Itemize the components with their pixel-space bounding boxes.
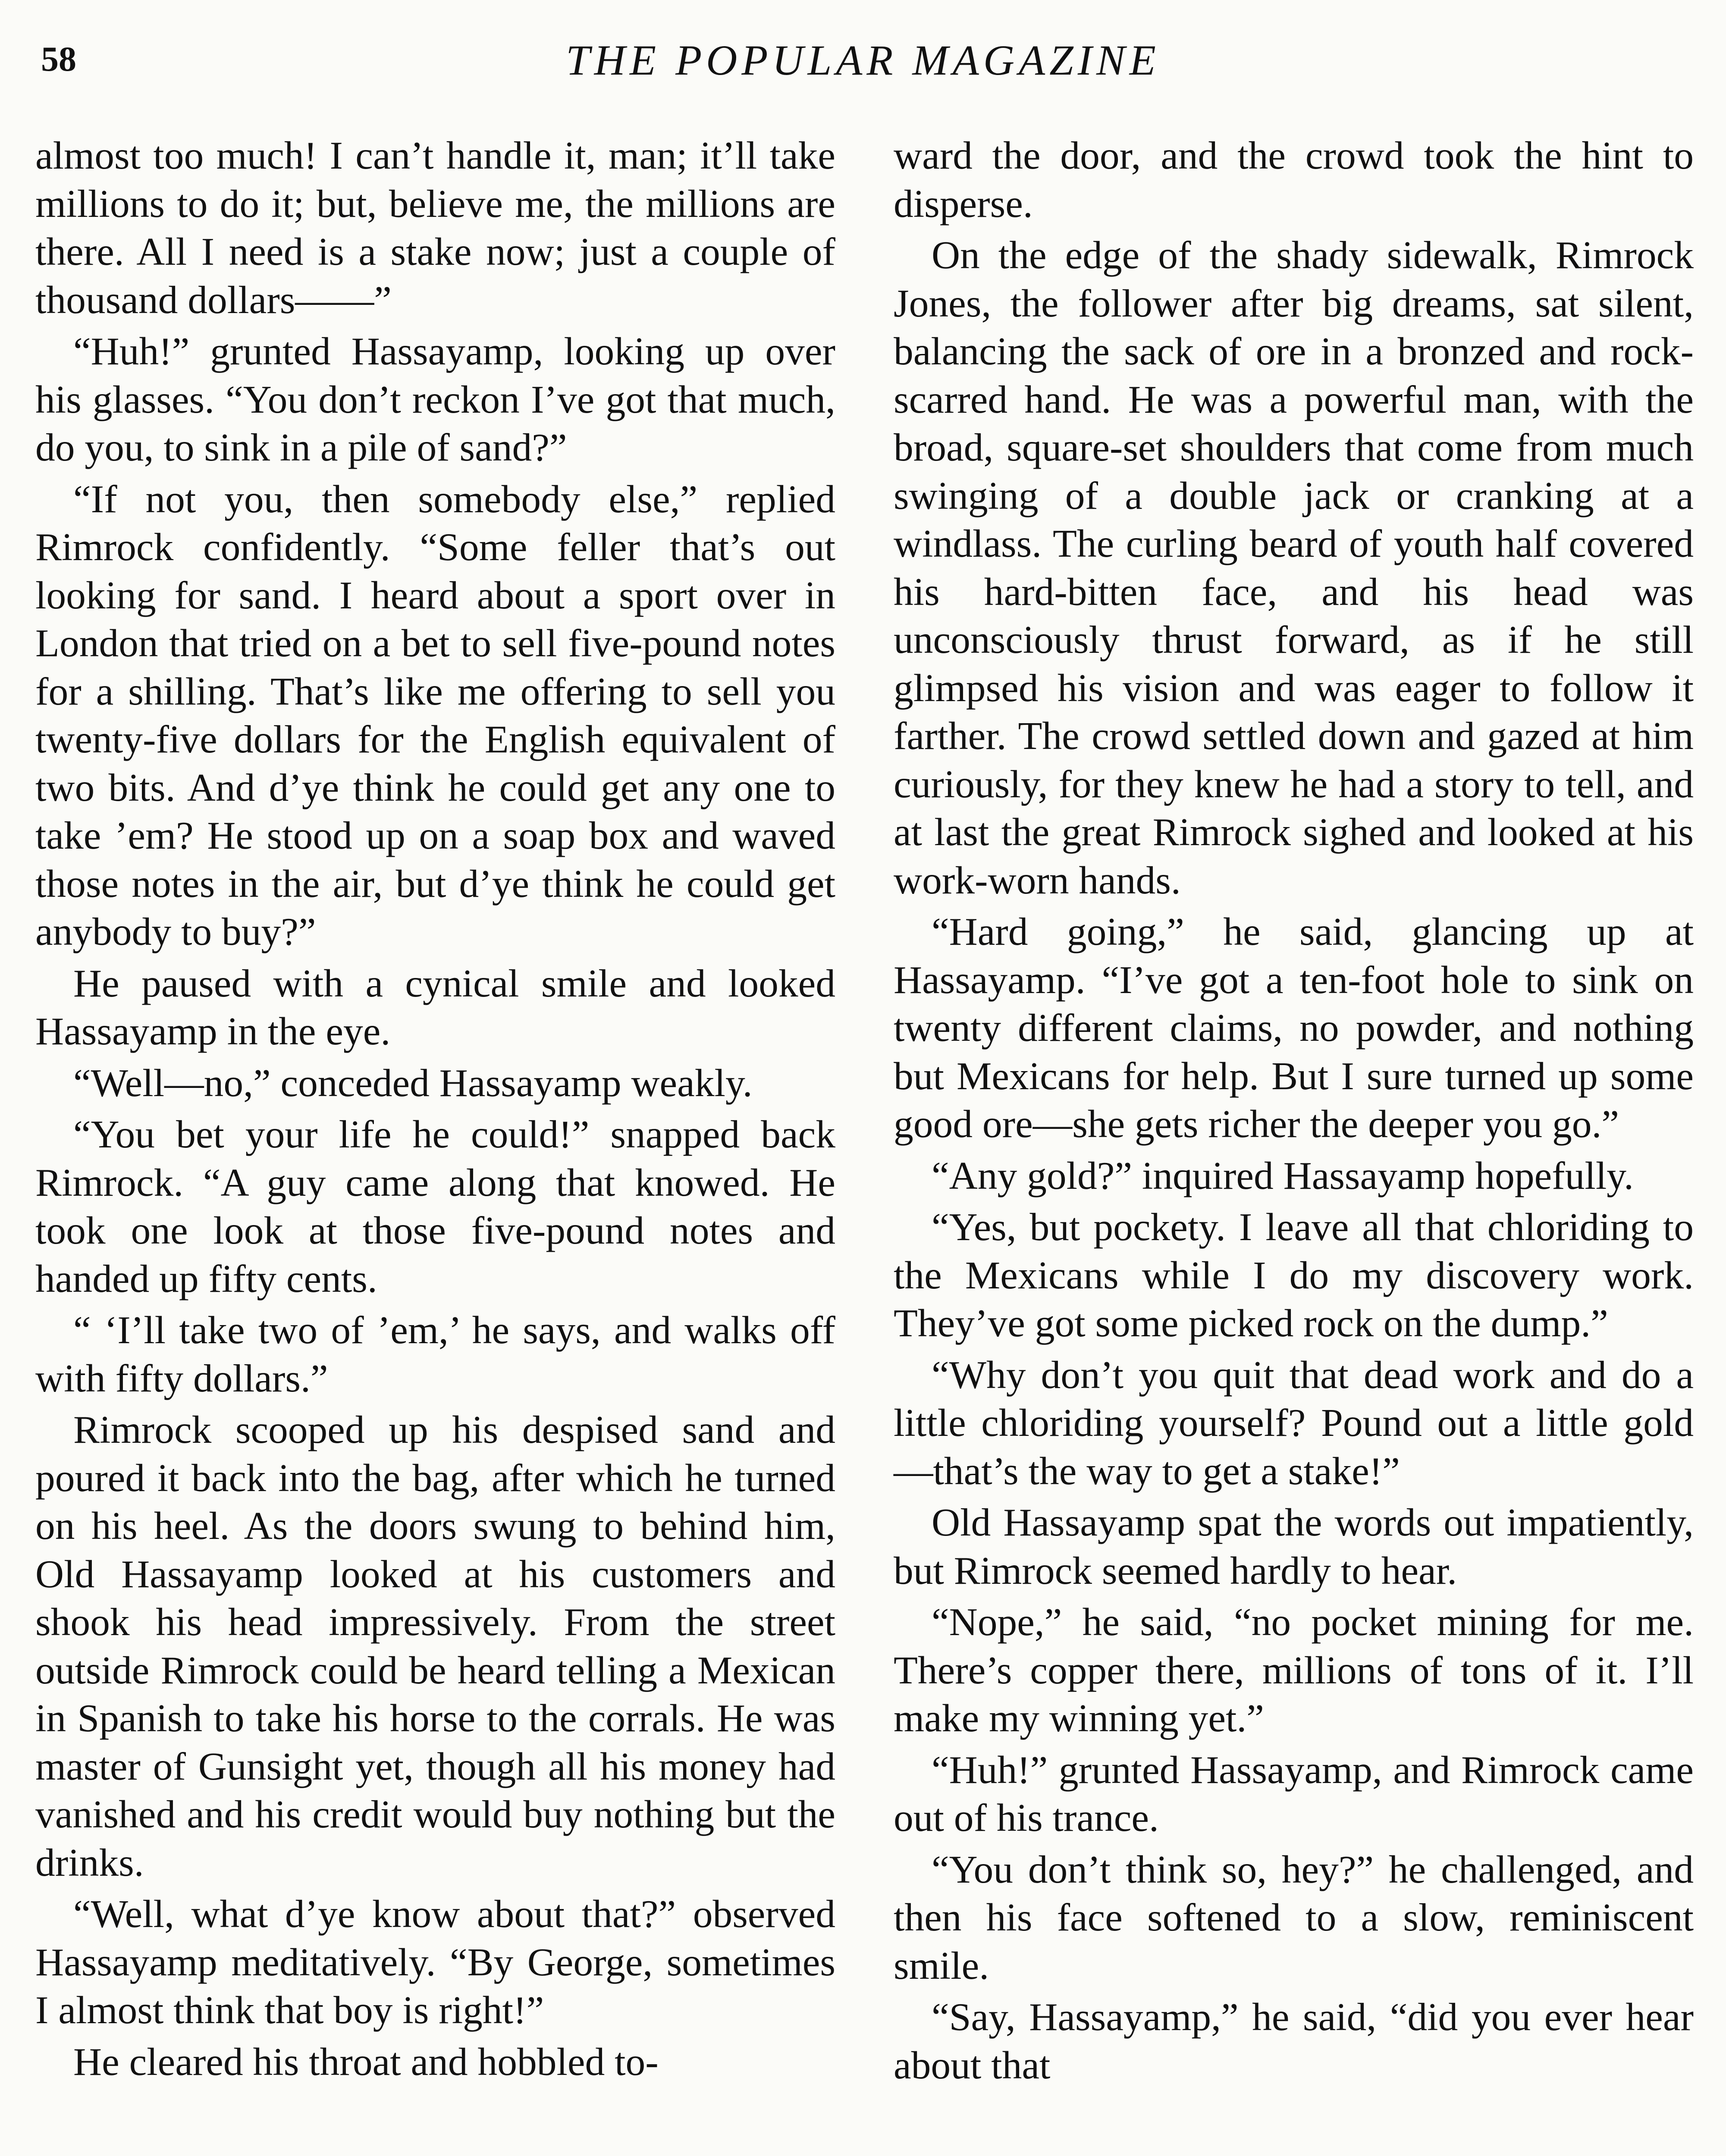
paragraph: “Any gold?” inquired Hassayamp hopefully. [932, 1153, 1634, 1197]
paragraph: He cleared his throat and hobbled to- [73, 2039, 659, 2084]
paragraph: “Say, Hassayamp,” he said, “did you ever hear about that [894, 1995, 1694, 2087]
paragraph: ward the door, and the crowd took the hint to disperse. [894, 133, 1694, 226]
paragraph: “Nope,” he said, “no pocket mining for me. There’s copper there, millions of tons of it. I’ll make my winning yet.” [894, 1600, 1694, 1740]
right-column [894, 132, 1694, 2093]
paragraph: “If not you, then somebody else,” replied Rimrock confidently. “Some feller that’s out looking for sand. I heard about a sport over in London that tried on a bet to sell five-pound notes for a shilling. That’s like me offering to sell you twenty-five dollars for the English equivalent of two bits. And d’ye think he could get any one to take ’em? He stood up on a soap box and waved those notes in the air, but d’ye think he could get anybody to buy?” [35, 476, 835, 953]
paragraph: “Hard going,” he said, glancing up at Hassayamp. “I’ve got a ten-foot hole to sink on twenty different claims, no powder, and nothing but Mexicans for help. But I sure turned up some good ore—she gets richer the deeper you go.” [894, 909, 1694, 1146]
paragraph: almost too much! I can’t handle it, man; it’ll take millions to do it; but, believe me, the millions are there. All I need is a stake now; just a couple of thousand dollars——” [35, 133, 835, 322]
paragraph: “Why don’t you quit that dead work and do a little chloriding yourself? Pound out a little gold—that’s the way to get a stake!” [894, 1352, 1694, 1493]
paragraph: “You bet your life he could!” snapped back Rimrock. “A guy came along that knowed. He took one look at those five-pound notes and handed up fifty cents. [35, 1112, 835, 1300]
paragraph: “Yes, but pockety. I leave all that chloriding to the Mexicans while I do my discovery work. They’ve got some picked rock on the dump.” [894, 1205, 1694, 1345]
paragraph: Old Hassayamp spat the words out impatiently, but Rimrock seemed hardly to hear. [894, 1500, 1694, 1592]
paragraph: On the edge of the shady sidewalk, Rimrock Jones, the follower after big dreams, sat silent, balancing the sack of ore in a bronzed and rock-scarred hand. He was a powerful man, with the broad, square-set shoulders that come from much swinging of a double jack or cranking at a windlass. The curling beard of youth half covered his hard-bitten face, and his head was unconsciously thrust forward, as if he still glimpsed his vision and was eager to follow it farther. The crowd settled down and gazed at him curiously, for they knew he had a story to tell, and at last the great Rimrock sighed and looked at his work-worn hands. [894, 233, 1694, 902]
paragraph: He paused with a cynical smile and looked Hassayamp in the eye. [35, 961, 835, 1053]
paragraph: “Huh!” grunted Hassayamp, and Rimrock came out of his trance. [894, 1747, 1694, 1839]
paragraph: “Huh!” grunted Hassayamp, looking up over his glasses. “You don’t reckon I’ve got that much, do you, to sink in a pile of sand?” [35, 329, 835, 469]
running-head: THE POPULAR MAGAZINE [566, 36, 1160, 84]
paragraph: “ ‘I’ll take two of ’em,’ he says, and walks off with fifty dollars.” [35, 1308, 835, 1400]
paragraph: “Well, what d’ye know about that?” observed Hassayamp meditatively. “By George, sometimes I almost think that boy is right!” [35, 1892, 835, 2032]
left-column [35, 132, 835, 2089]
paragraph: “Well—no,” conceded Hassayamp weakly. [73, 1060, 753, 1105]
paragraph: “You don’t think so, hey?” he challenged, and then his face softened to a slow, reminiscent smile. [894, 1847, 1694, 1987]
page-number: 58 [41, 39, 76, 78]
paragraph: Rimrock scooped up his despised sand and poured it back into the bag, after which he turned on his heel. As the doors swung to behind him, Old Hassayamp looked at his customers and shook his head impressively. From the street outside Rimrock could be heard telling a Mexican in Spanish to take his horse to the corrals. He was master of Gunsight yet, though all his money had vanished and his credit would buy nothing but the drinks. [35, 1407, 835, 1884]
